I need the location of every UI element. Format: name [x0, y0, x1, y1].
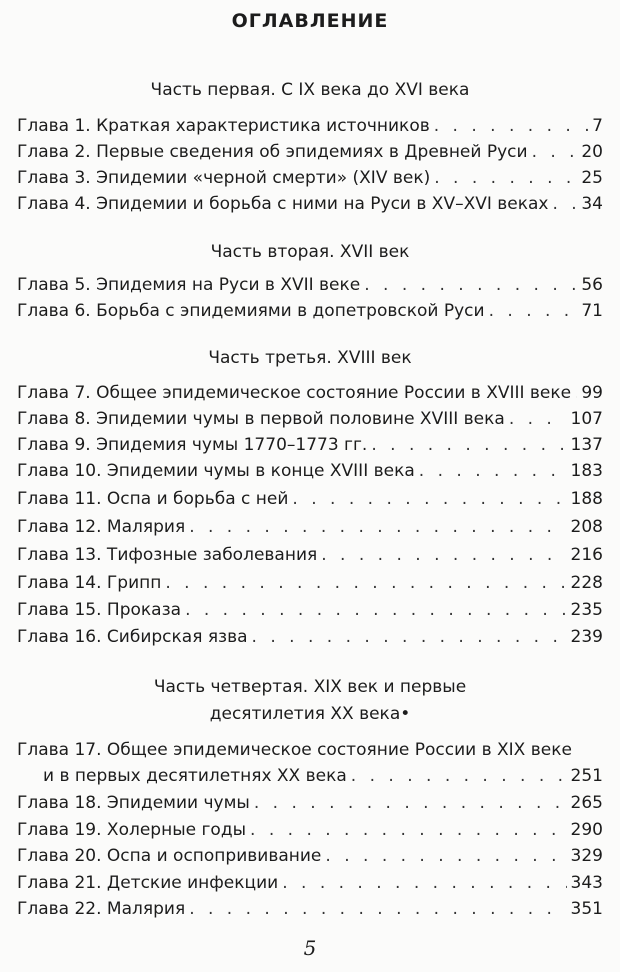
toc-entry[interactable]	[17, 432, 603, 458]
dot-leader	[250, 817, 567, 843]
entry-page: 34	[581, 194, 603, 214]
entry-page: 265	[570, 793, 603, 813]
entry-label: Глава 19. Холерные годы	[17, 820, 247, 840]
toc-entry[interactable]	[17, 790, 603, 816]
toc-entry[interactable]	[17, 113, 603, 139]
entry-page: 228	[570, 573, 603, 593]
dot-leader	[489, 298, 578, 324]
toc-entry[interactable]	[43, 763, 603, 789]
entry-label: Глава 2. Первые сведения об эпидемиях в Древней Руси	[17, 142, 528, 162]
toc-entry[interactable]	[17, 406, 603, 432]
toc-page	[17, 0, 603, 972]
entry-page: 329	[570, 846, 603, 866]
entry-label: Глава 1. Краткая характеристика источников	[17, 116, 430, 136]
dot-leader	[292, 486, 566, 512]
entry-page: 216	[570, 545, 603, 565]
entry-label: Глава 18. Эпидемии чумы	[17, 793, 250, 813]
toc-entry[interactable]	[17, 191, 603, 217]
entry-label: Глава 16. Сибирская язва	[17, 627, 248, 647]
dot-leader	[189, 896, 566, 922]
toc-entry[interactable]	[17, 486, 603, 512]
part-heading: Часть вторая. XVII век	[210, 242, 410, 262]
part-heading: Часть первая. С IX века до XVI века	[150, 80, 470, 100]
toc-entry[interactable]	[17, 139, 603, 165]
entry-page: 56	[581, 275, 603, 295]
dot-leader	[364, 272, 577, 298]
dot-leader	[252, 624, 567, 650]
toc-entry[interactable]	[17, 458, 603, 484]
entry-label: Глава 15. Проказа	[17, 600, 182, 620]
entry-label: Глава 3. Эпидемии «черной смерти» (XIV век)	[17, 168, 431, 188]
entry-page: 188	[570, 489, 603, 509]
entry-page: 107	[570, 409, 603, 429]
entry-page: 251	[570, 766, 603, 786]
toc-entry[interactable]	[17, 380, 603, 406]
dot-leader	[419, 458, 567, 484]
page-number: 5	[303, 936, 317, 960]
entry-label: Глава 9. Эпидемия чумы 1770–1773 гг.	[17, 435, 368, 455]
part-heading-continued: десятилетия XX века•	[209, 704, 411, 724]
toc-entry[interactable]	[17, 298, 603, 324]
entry-label: Глава 14. Грипп	[17, 573, 162, 593]
entry-page: 137	[570, 435, 603, 455]
toc-entry[interactable]	[17, 896, 603, 922]
dot-leader	[509, 406, 567, 432]
dot-leader	[321, 542, 566, 568]
entry-label: Глава 6. Борьба с эпидемиями в допетровской Руси	[17, 301, 485, 321]
entry-page: 351	[570, 899, 603, 919]
dot-leader	[434, 165, 577, 191]
dot-leader	[371, 432, 566, 458]
entry-label: Глава 22. Малярия	[17, 899, 186, 919]
toc-entry[interactable]	[17, 514, 603, 540]
dot-leader	[434, 113, 588, 139]
toc-entry[interactable]	[17, 817, 603, 843]
entry-label: Глава 7. Общее эпидемическое состояние России в XVIII веке	[17, 383, 572, 403]
part-heading: Часть четвертая. XIX век и первые	[153, 677, 467, 697]
entry-label: Глава 8. Эпидемии чумы в первой половине XVIII века	[17, 409, 505, 429]
dot-leader	[351, 763, 567, 789]
toc-entry[interactable]	[17, 272, 603, 298]
dot-leader	[185, 597, 566, 623]
entry-label: Глава 11. Оспа и борьба с ней	[17, 489, 289, 509]
entry-page: 183	[570, 461, 603, 481]
entry-label[interactable]: Глава 17. Общее эпидемическое состояние России в XIX веке	[17, 740, 572, 760]
part-heading: Часть третья. XVIII век	[208, 348, 412, 368]
entry-label: Глава 21. Детские инфекции	[17, 873, 279, 893]
entry-page: 208	[570, 517, 603, 537]
toc-entry[interactable]	[17, 570, 603, 596]
entry-label: Глава 20. Оспа и оспопрививание	[17, 846, 322, 866]
entry-label: Глава 13. Тифозные заболевания	[17, 545, 318, 565]
entry-page: 99	[581, 383, 603, 403]
entry-page: 235	[570, 600, 603, 620]
entry-page: 343	[570, 873, 603, 893]
dot-leader	[254, 790, 567, 816]
toc-entry[interactable]	[17, 870, 603, 896]
dot-leader	[189, 514, 566, 540]
toc-entry[interactable]	[17, 542, 603, 568]
entry-page: 71	[581, 301, 603, 321]
dot-leader	[325, 843, 566, 869]
toc-entry[interactable]	[17, 165, 603, 191]
dot-leader	[532, 139, 578, 165]
dot-leader	[282, 870, 566, 896]
entry-page: 25	[581, 168, 603, 188]
dot-leader	[575, 380, 577, 406]
entry-label: Глава 10. Эпидемии чумы в конце XVIII века	[17, 461, 415, 481]
entry-page: 20	[581, 142, 603, 162]
entry-label: Глава 4. Эпидемии и борьба с ними на Руси в XV–XVI веках	[17, 194, 549, 214]
entry-label: Глава 5. Эпидемия на Руси в XVII веке	[17, 275, 361, 295]
entry-label-continued: и в первых десятилетнях XX века	[43, 766, 347, 786]
page-title: ОГЛАВЛЕНИЕ	[231, 10, 389, 32]
toc-entry[interactable]	[17, 624, 603, 650]
entry-page: 7	[592, 116, 603, 136]
entry-page: 290	[570, 820, 603, 840]
entry-page: 239	[570, 627, 603, 647]
toc-entry[interactable]	[17, 597, 603, 623]
entry-label: Глава 12. Малярия	[17, 517, 186, 537]
toc-entry[interactable]	[17, 843, 603, 869]
dot-leader	[165, 570, 566, 596]
dot-leader	[553, 191, 578, 217]
